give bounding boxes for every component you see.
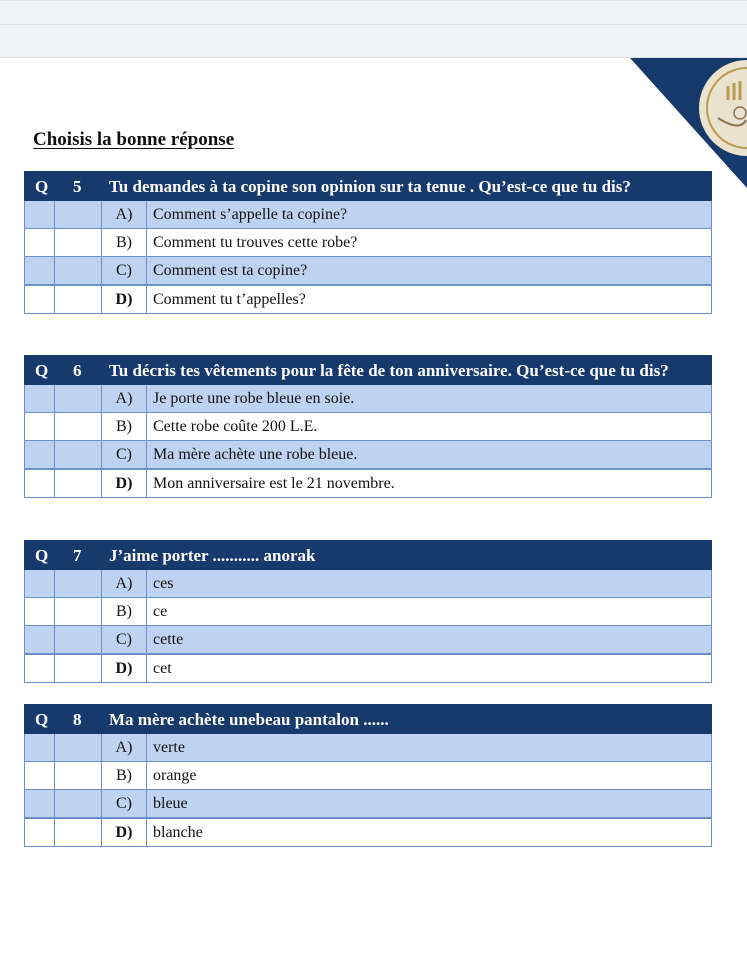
question-number: 8 (55, 705, 102, 734)
option-text: cet (147, 654, 712, 683)
answer-cell (25, 413, 55, 441)
question-header (25, 705, 712, 734)
question-number: 7 (55, 541, 102, 570)
question-number: 6 (55, 356, 102, 385)
option-letter: B) (102, 762, 147, 790)
answer-cell (25, 598, 55, 626)
option-text: cette (147, 626, 712, 655)
question-header (25, 172, 712, 201)
option-letter: A) (102, 201, 147, 229)
option-letter: A) (102, 385, 147, 413)
answer-cell (25, 469, 55, 498)
question-7-table (24, 540, 712, 683)
answer-option-c[interactable] (25, 790, 712, 819)
question-text: Ma mère achète unebeau pantalon ...... (102, 705, 712, 734)
question-text: Tu décris tes vêtements pour la fête de ton anniversaire. Qu’est-ce que tu dis? (102, 356, 712, 385)
answer-cell (55, 790, 102, 819)
answer-cell (25, 818, 55, 847)
option-text: Ma mère achète une robe bleue. (147, 441, 712, 470)
answer-option-d[interactable] (25, 285, 712, 314)
question-label: Q (25, 356, 55, 385)
question-header (25, 356, 712, 385)
answer-cell (55, 626, 102, 655)
option-letter: C) (102, 257, 147, 286)
option-letter: B) (102, 413, 147, 441)
answer-option-a[interactable] (25, 570, 712, 598)
option-text: Mon anniversaire est le 21 novembre. (147, 469, 712, 498)
option-text: bleue (147, 790, 712, 819)
option-letter: A) (102, 570, 147, 598)
option-letter: B) (102, 229, 147, 257)
answer-cell (55, 201, 102, 229)
answer-cell (55, 762, 102, 790)
question-6-table (24, 355, 712, 498)
question-label: Q (25, 541, 55, 570)
answer-cell (25, 790, 55, 819)
answer-cell (55, 469, 102, 498)
answer-cell (25, 654, 55, 683)
answer-cell (55, 818, 102, 847)
answer-option-a[interactable] (25, 734, 712, 762)
option-text: verte (147, 734, 712, 762)
question-text: Tu demandes à ta copine son opinion sur ta tenue . Qu’est-ce que tu dis? (102, 172, 712, 201)
answer-cell (55, 229, 102, 257)
answer-option-c[interactable] (25, 257, 712, 286)
corner-logo-decoration (600, 58, 747, 188)
option-text: orange (147, 762, 712, 790)
answer-cell (55, 413, 102, 441)
question-label: Q (25, 705, 55, 734)
page-heading: Choisis la bonne réponse (33, 129, 235, 150)
option-text: ces (147, 570, 712, 598)
option-text: Comment s’appelle ta copine? (147, 201, 712, 229)
question-8-table (24, 704, 712, 847)
answer-cell (55, 385, 102, 413)
answer-cell (25, 734, 55, 762)
answer-cell (55, 598, 102, 626)
answer-cell (25, 762, 55, 790)
option-letter: A) (102, 734, 147, 762)
option-letter: C) (102, 790, 147, 819)
option-letter: D) (102, 818, 147, 847)
option-text: ce (147, 598, 712, 626)
option-text: Je porte une robe bleue en soie. (147, 385, 712, 413)
answer-cell (25, 626, 55, 655)
question-label: Q (25, 172, 55, 201)
browser-top-bar (0, 0, 747, 58)
answer-cell (25, 285, 55, 314)
option-text: Comment est ta copine? (147, 257, 712, 286)
question-number: 5 (55, 172, 102, 201)
answer-option-a[interactable] (25, 201, 712, 229)
question-header (25, 541, 712, 570)
top-divider (0, 24, 747, 25)
answer-cell (25, 385, 55, 413)
option-letter: B) (102, 598, 147, 626)
option-text: blanche (147, 818, 712, 847)
answer-cell (55, 734, 102, 762)
answer-option-c[interactable] (25, 626, 712, 655)
answer-option-b[interactable] (25, 598, 712, 626)
answer-option-d[interactable] (25, 469, 712, 498)
option-letter: D) (102, 469, 147, 498)
option-text: Comment tu trouves cette robe? (147, 229, 712, 257)
question-5-table (24, 171, 712, 314)
answer-cell (55, 285, 102, 314)
answer-cell (55, 257, 102, 286)
option-letter: D) (102, 285, 147, 314)
answer-option-b[interactable] (25, 413, 712, 441)
answer-cell (55, 654, 102, 683)
answer-option-d[interactable] (25, 654, 712, 683)
answer-option-c[interactable] (25, 441, 712, 470)
question-text: J’aime porter ........... anorak (102, 541, 712, 570)
answer-option-b[interactable] (25, 229, 712, 257)
answer-option-d[interactable] (25, 818, 712, 847)
answer-cell (55, 441, 102, 470)
option-text: Cette robe coûte 200 L.E. (147, 413, 712, 441)
answer-cell (25, 441, 55, 470)
answer-cell (55, 570, 102, 598)
answer-option-b[interactable] (25, 762, 712, 790)
answer-option-a[interactable] (25, 385, 712, 413)
option-text: Comment tu t’appelles? (147, 285, 712, 314)
answer-cell (25, 570, 55, 598)
option-letter: C) (102, 441, 147, 470)
answer-cell (25, 257, 55, 286)
option-letter: C) (102, 626, 147, 655)
answer-cell (25, 229, 55, 257)
answer-cell (25, 201, 55, 229)
option-letter: D) (102, 654, 147, 683)
